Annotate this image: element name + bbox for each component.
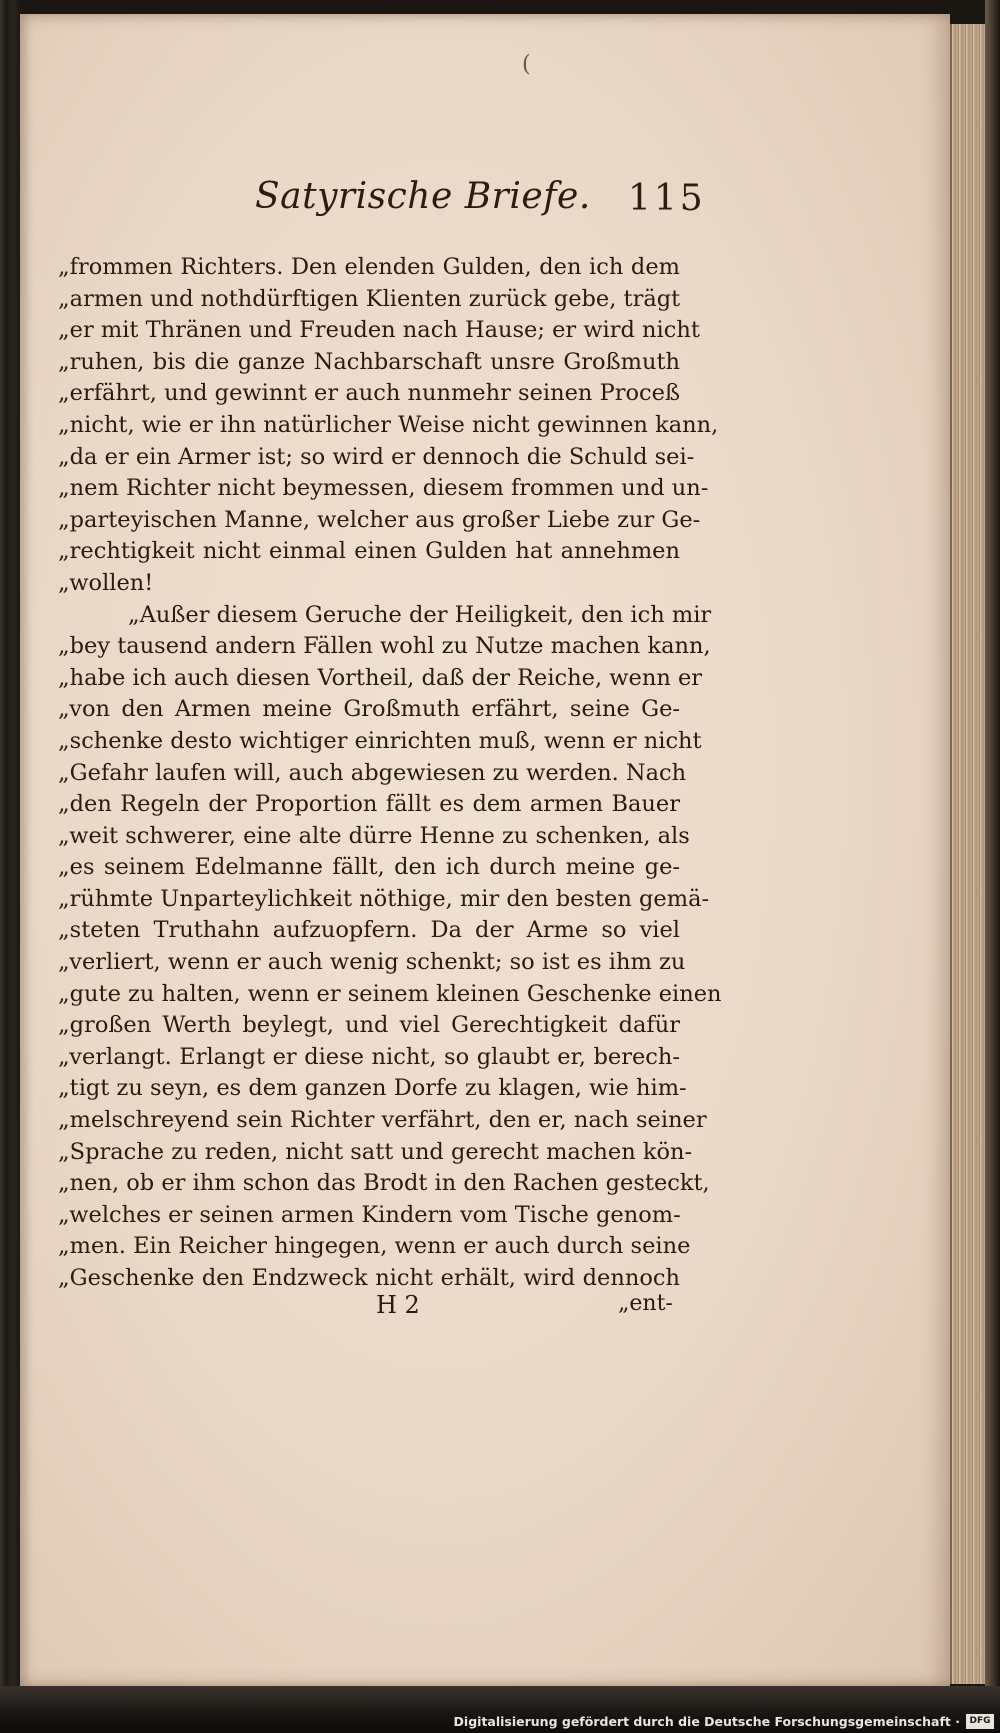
text-line: „von den Armen meine Großmuth erfährt, seine Ge- bbox=[58, 696, 680, 723]
text-line: „rechtigkeit nicht einmal einen Gulden hat annehmen bbox=[58, 538, 680, 565]
signature-mark: H 2 bbox=[376, 1291, 420, 1319]
text-line: „Außer diesem Geruche der Heiligkeit, den ich mir bbox=[128, 601, 712, 628]
text-line: „steten Truthahn aufzuopfern. Da der Arme so viel bbox=[58, 917, 680, 944]
text-line: „tigt zu seyn, es dem ganzen Dorfe zu klagen, wie him- bbox=[58, 1075, 687, 1102]
text-line: „Sprache zu reden, nicht satt und gerecht machen kön- bbox=[58, 1138, 693, 1165]
text-line: „schenke desto wichtiger einrichten muß, wenn er nicht bbox=[58, 727, 702, 754]
text-line: „verliert, wenn er auch wenig schenkt; so ist es ihm zu bbox=[58, 949, 686, 976]
body-text bbox=[58, 252, 722, 1295]
text-line: „ruhen, bis die ganze Nachbarschaft unsre Großmuth bbox=[58, 348, 680, 375]
text-line: „Geschenke den Endzweck nicht erhält, wird dennoch bbox=[58, 1265, 680, 1291]
dfg-logo-icon: DFG bbox=[966, 1714, 994, 1729]
text-line: „gute zu halten, wenn er seinem kleinen Geschenke einen bbox=[58, 980, 722, 1007]
text-line: „großen Werth beylegt, und viel Gerechtigkeit dafür bbox=[58, 1012, 680, 1039]
credit-text: Digitalisierung gefördert durch die Deutsche Forschungsgemeinschaft · bbox=[453, 1714, 960, 1729]
book-spine-shadow bbox=[985, 0, 1000, 1733]
text-line: „er mit Thränen und Freuden nach Hause; er wird nicht bbox=[58, 317, 700, 344]
margin-mark: ( bbox=[522, 52, 531, 77]
text-line: „es seinem Edelmanne fällt, den ich durch meine ge- bbox=[58, 854, 680, 881]
text-line: „den Regeln der Proportion fällt es dem armen Bauer bbox=[58, 791, 680, 818]
page-footer bbox=[0, 1291, 1000, 1327]
running-title: Satyrische Briefe. bbox=[255, 176, 591, 217]
text-line: „verlangt. Erlangt er diese nicht, so glaubt er, berech- bbox=[58, 1043, 680, 1070]
text-line: „rühmte Unparteylichkeit nöthige, mir den besten gemä- bbox=[58, 885, 710, 912]
text-line: „bey tausend andern Fällen wohl zu Nutze machen kann, bbox=[58, 633, 711, 660]
text-line: „weit schwerer, eine alte dürre Henne zu schenken, als bbox=[58, 822, 690, 849]
catchword: „ent- bbox=[618, 1291, 673, 1316]
text-line: „frommen Richters. Den elenden Gulden, den ich dem bbox=[58, 254, 680, 280]
text-line: „melschreyend sein Richter verfährt, den er, nach seiner bbox=[58, 1107, 707, 1134]
text-line: „parteyischen Manne, welcher aus großer Liebe zur Ge- bbox=[58, 506, 701, 533]
text-line: „men. Ein Reicher hingegen, wenn er auch durch seine bbox=[58, 1233, 691, 1260]
text-line: „armen und nothdürftigen Klienten zurück gebe, trägt bbox=[58, 285, 681, 312]
page-number: 115 bbox=[628, 178, 706, 219]
text-line: „welches er seinen armen Kindern vom Tische genom- bbox=[58, 1201, 681, 1228]
text-line: „nem Richter nicht beymessen, diesem frommen und un- bbox=[58, 475, 709, 502]
text-line: „Gefahr laufen will, auch abgewiesen zu werden. Nach bbox=[58, 759, 687, 786]
credit-bar bbox=[0, 1712, 1000, 1733]
page-header bbox=[0, 176, 1000, 236]
text-line: „erfährt, und gewinnt er auch nunmehr seinen Proceß bbox=[58, 380, 680, 407]
text-line: „nicht, wie er ihn natürlicher Weise nicht gewinnen kann, bbox=[58, 411, 719, 438]
text-line: „habe ich auch diesen Vortheil, daß der Reiche, wenn er bbox=[58, 664, 703, 691]
text-line: „da er ein Armer ist; so wird er dennoch die Schuld sei- bbox=[58, 443, 695, 470]
text-line: „wollen! bbox=[58, 569, 154, 596]
text-line: „nen, ob er ihm schon das Brodt in den Rachen gesteckt, bbox=[58, 1170, 710, 1197]
